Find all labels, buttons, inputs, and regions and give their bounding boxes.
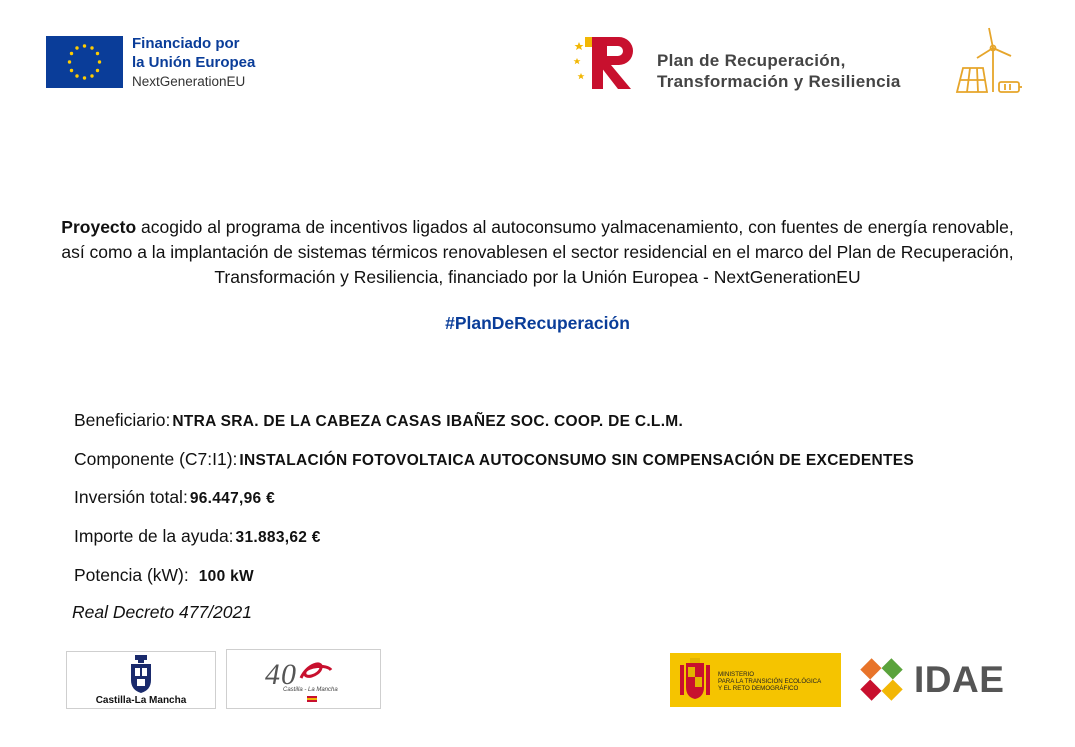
aid-value: 31.883,62 €: [235, 529, 321, 546]
svg-text:4: 4: [265, 658, 280, 691]
aid-row: [74, 526, 321, 547]
project-description: [60, 215, 1015, 290]
eu-line-3: NextGenerationEU: [132, 74, 246, 89]
investment-label: Inversión total:: [74, 487, 188, 507]
ministry-line-1: MINISTERIO: [718, 671, 755, 678]
power-row: [74, 565, 254, 586]
beneficiary-value: NTRA SRA. DE LA CABEZA CASAS IBAÑEZ SOC. COOP. DE C.L.M.: [172, 413, 684, 430]
eu-flag-icon: [46, 36, 123, 88]
forty-caption: Castilla - La Mancha: [283, 687, 338, 693]
idae-name: IDAE: [914, 659, 1005, 700]
prtr-title: [657, 50, 901, 92]
ministry-text: [718, 671, 821, 692]
power-value: 100 kW: [198, 568, 254, 585]
ministry-line-2: PARA LA TRANSICIÓN ECOLÓGICA: [718, 678, 822, 685]
castilla-la-mancha-logo: [66, 651, 216, 709]
eu-line-1: Financiado por: [132, 35, 240, 52]
ministry-line-3: Y EL RETO DEMOGRÁFICO: [718, 685, 799, 692]
eu-line-2: la Unión Europea: [132, 54, 256, 71]
prtr-line-2: Transformación y Resiliencia: [657, 72, 901, 91]
investment-row: [74, 487, 275, 508]
forty-logo-icon: [227, 650, 380, 708]
energy-icon: [953, 26, 1023, 98]
component-row: [74, 449, 914, 470]
forty-years-logo: [226, 649, 381, 709]
project-lead: Proyecto: [61, 217, 137, 237]
clm-name: Castilla-La Mancha: [95, 695, 187, 706]
power-label: Potencia (kW):: [74, 565, 189, 585]
svg-text:0: 0: [281, 658, 296, 691]
prtr-line-1: Plan de Recuperación,: [657, 51, 846, 70]
spain-crest-icon: [678, 657, 712, 703]
beneficiary-label: Beneficiario:: [74, 410, 171, 430]
ministry-logo: [670, 653, 841, 707]
prtr-logo-icon: [571, 32, 641, 92]
royal-decree: Real Decreto 477/2021: [72, 602, 252, 622]
eu-funding-text: [132, 34, 255, 91]
component-value: INSTALACIÓN FOTOVOLTAICA AUTOCONSUMO SIN COMPENSACIÓN DE EXCEDENTES: [239, 452, 914, 469]
component-label: Componente (C7:I1):: [74, 449, 238, 469]
beneficiary-row: [74, 410, 683, 431]
clm-shield-icon: [125, 654, 157, 694]
hashtag: #PlanDeRecuperación: [445, 313, 630, 333]
project-text: acogido al programa de incentivos ligados al autoconsumo yalmacenamiento, con fuentes de energía renovable, así como a la implantación de sistemas térmicos renovablesen el sector residencial en el marco del Plan de Recuperación, Transformación y Resiliencia, financiado por la Unión Europea - NextGenerationEU: [61, 217, 1014, 287]
investment-value: 96.447,96 €: [189, 490, 275, 507]
idae-logo-icon: [854, 652, 909, 707]
aid-label: Importe de la ayuda:: [74, 526, 234, 546]
